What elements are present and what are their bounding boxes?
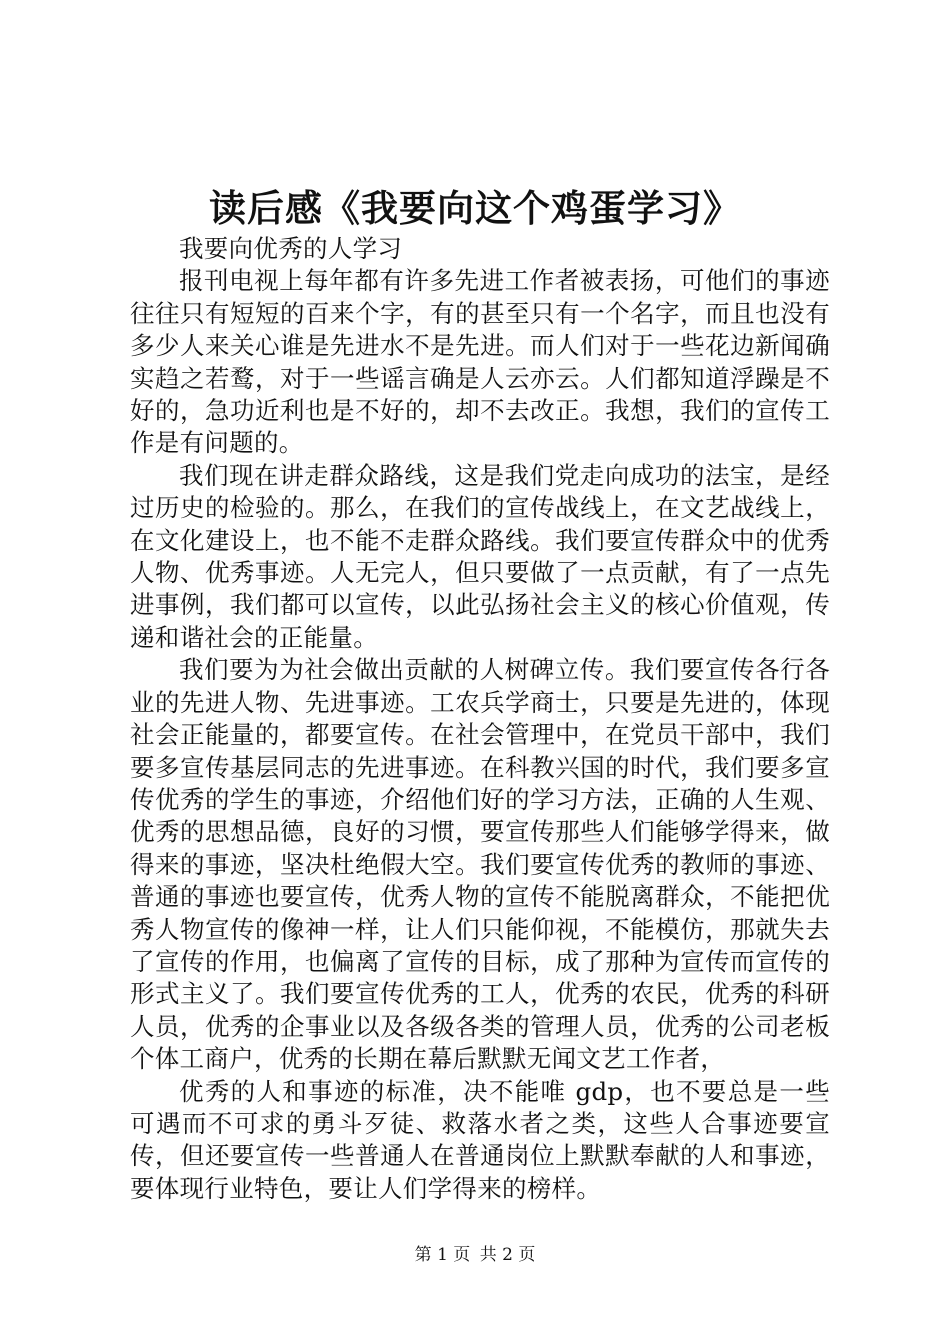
paragraph-1: 报刊电视上每年都有许多先进工作者被表扬，可他们的事迹往往只有短短的百来个字，有的甚至只有一个名字，而且也没有多少人来关心谁是先进水不是先进。而人们对于一些花边新闻确实趋之若鹜，对于一些谣言确是人云亦云。人们都知道浮躁是不好的，急功近利也是不好的，却不去改正。我想，我们的宣传工作是有问题的。	[130, 266, 830, 458]
paragraph-4: 优秀的人和事迹的标准，决不能唯 gdp，也不要总是一些可遇而不可求的勇斗歹徒、救落水者之类，这些人合事迹要宣传，但还要宣传一些普通人在普通岗位上默默奉献的人和事迹，要体现行业特色，要让人们学得来的榜样。	[130, 1076, 830, 1203]
page-number: 第 1 页	[414, 1245, 471, 1265]
page-footer	[0, 1244, 950, 1266]
paragraph-2: 我们现在讲走群众路线，这是我们党走向成功的法宝，是经过历史的检验的。那么，在我们的宣传战线上，在文艺战线上，在文化建设上，也不能不走群众路线。我们要宣传群众中的优秀人物、优秀事迹。人无完人，但只要做了一点贡献，有了一点先进事例，我们都可以宣传，以此弘扬社会主义的核心价值观，传递和谐社会的正能量。	[130, 460, 830, 652]
page-total: 共 2 页	[479, 1245, 536, 1265]
document-body	[130, 233, 830, 1205]
document-subtitle: 我要向优秀的人学习	[179, 234, 403, 263]
paragraph-3: 我们要为为社会做出贡献的人树碑立传。我们要宣传各行各业的先进人物、先进事迹。工农兵学商士，只要是先进的，体现社会正能量的，都要宣传。在社会管理中，在党员干部中，我们要多宣传基层同志的先进事迹。在科教兴国的时代，我们要多宣传优秀的学生的事迹，介绍他们好的学习方法，正确的人生观、优秀的思想品德，良好的习惯，要宣传那些人们能够学得来，做得来的事迹，坚决杜绝假大空。我们要宣传优秀的教师的事迹、普通的事迹也要宣传，优秀人物的宣传不能脱离群众，不能把优秀人物宣传的像神一样，让人们只能仰视，不能模仿，那就失去了宣传的作用，也偏离了宣传的目标，成了那种为宣传而宣传的形式主义了。我们要宣传优秀的工人，优秀的农民，优秀的科研人员，优秀的企事业以及各级各类的管理人员，优秀的公司老板个体工商户，优秀的长期在幕后默默无闻文艺工作者，	[130, 655, 830, 1074]
document-title: 读后感《我要向这个鸡蛋学习》	[209, 186, 741, 230]
